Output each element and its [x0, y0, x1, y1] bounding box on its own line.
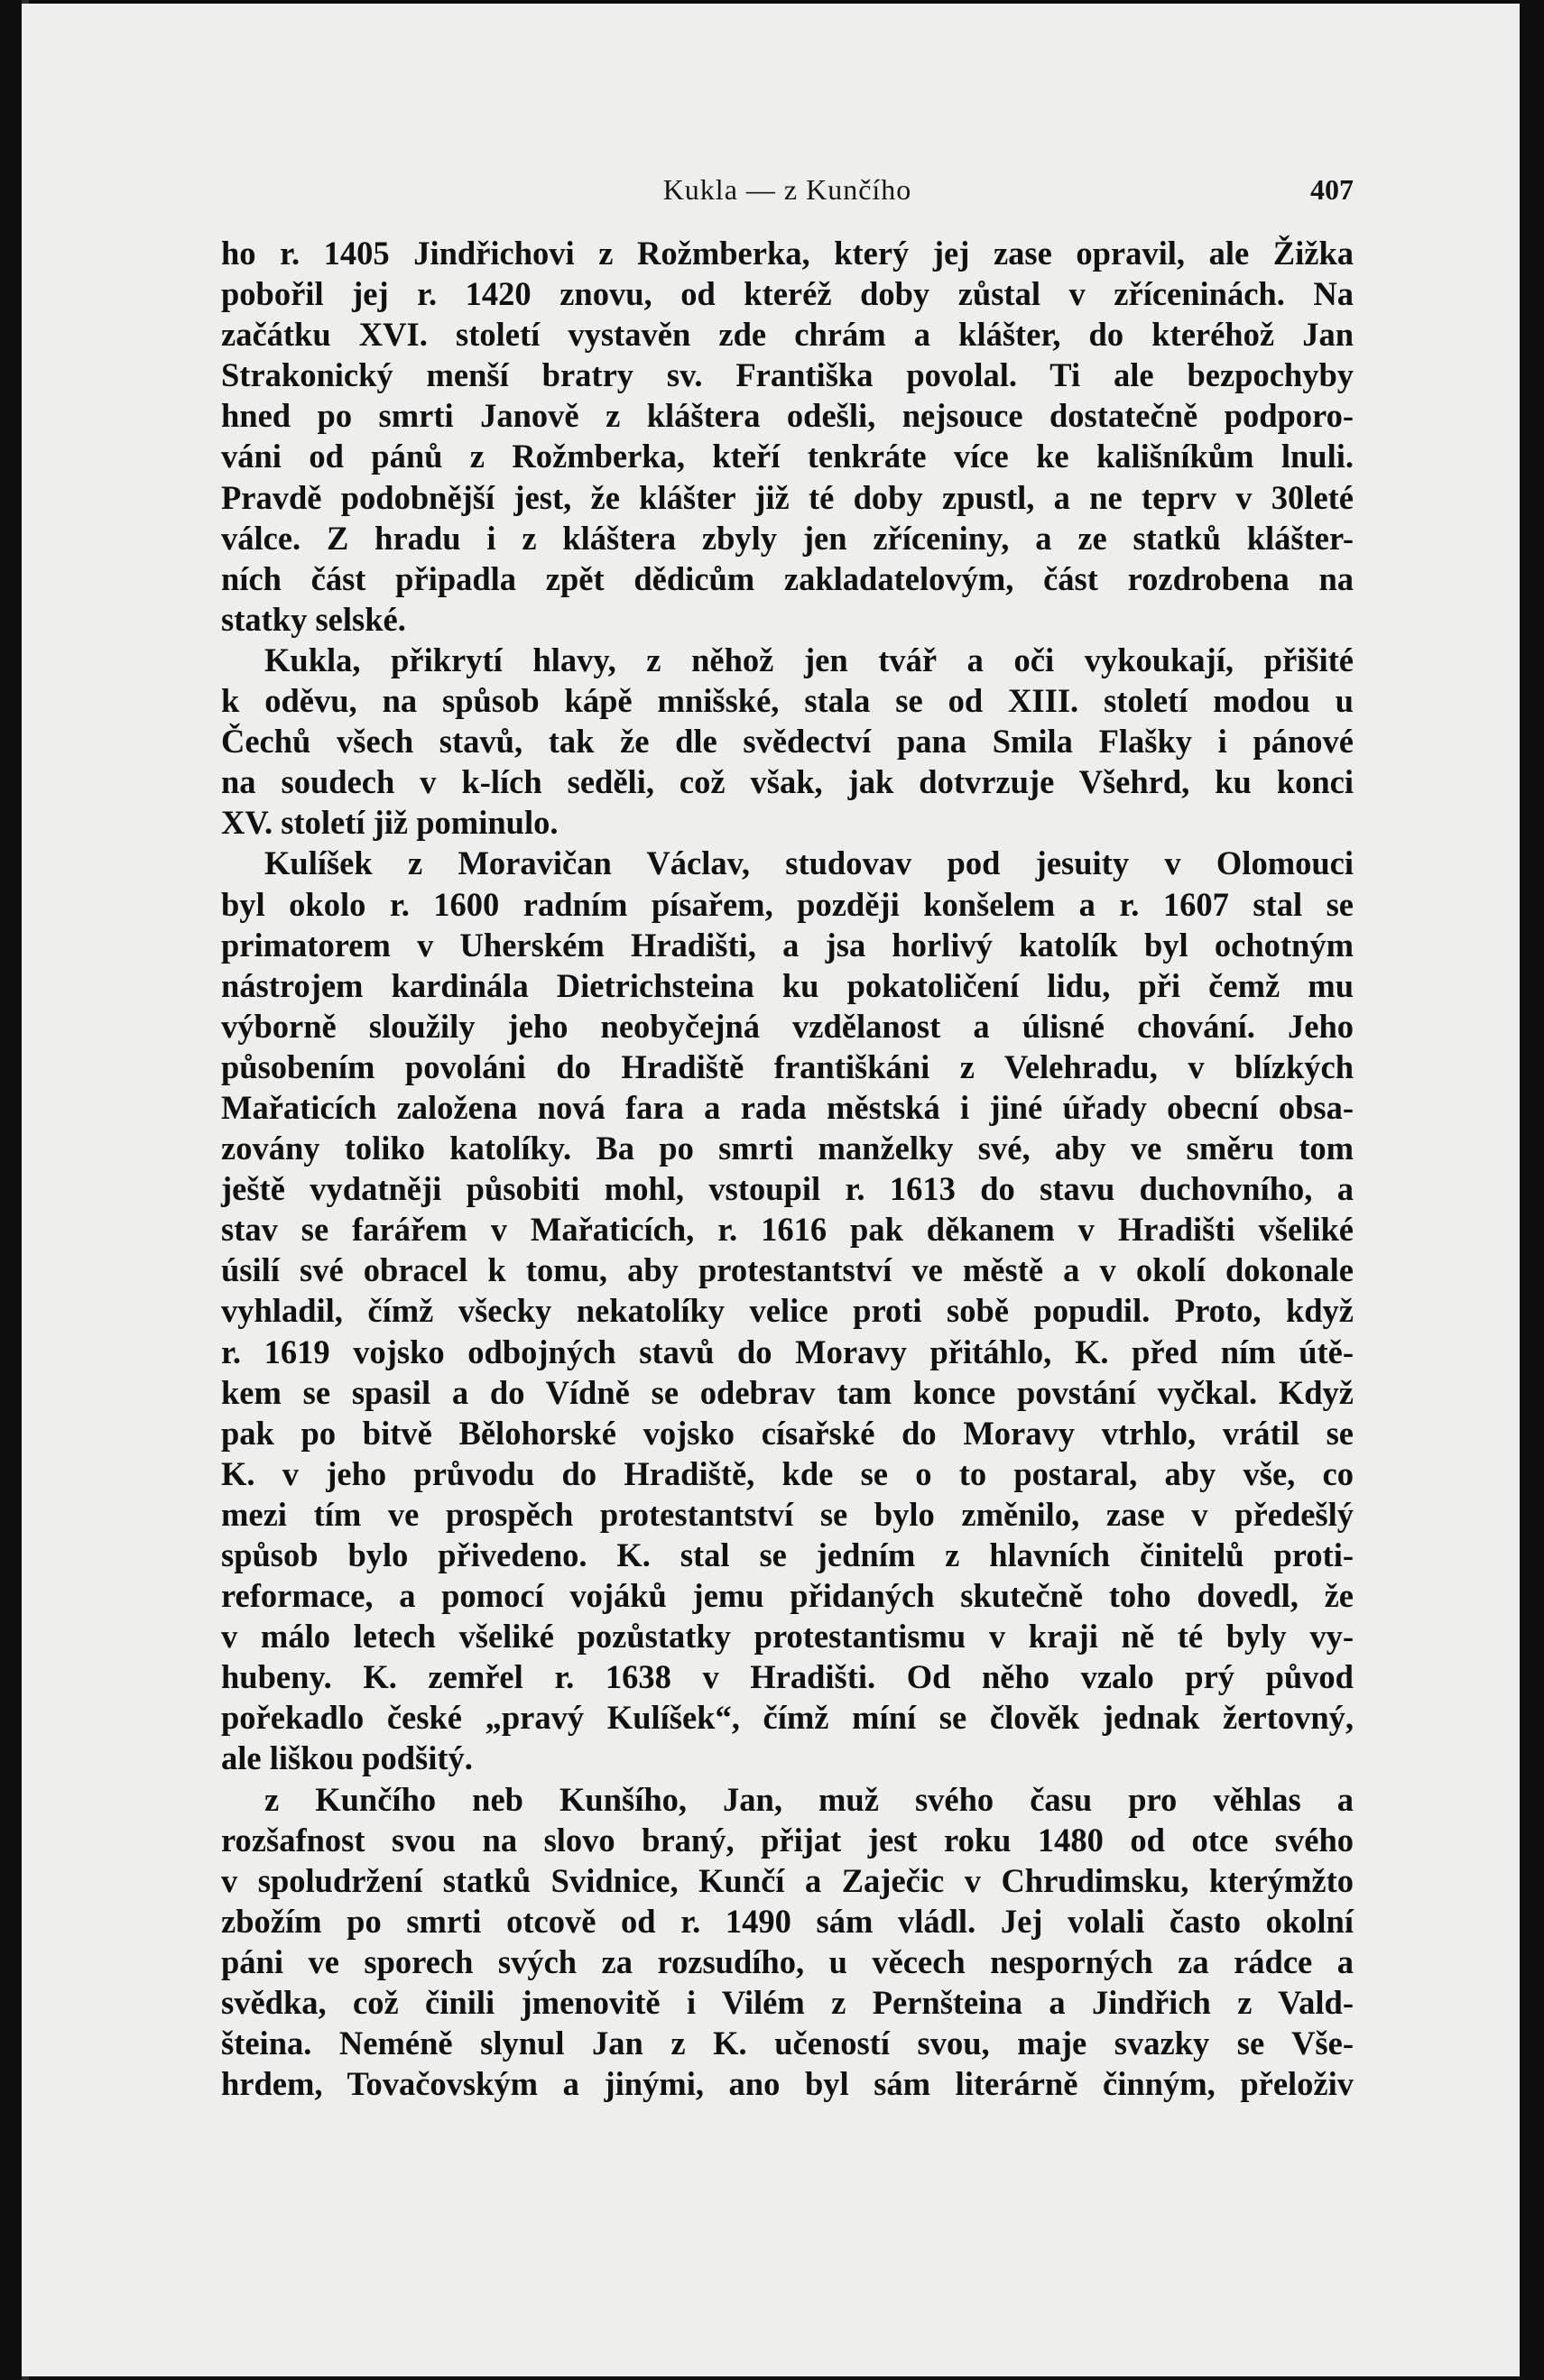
text-line: svědka, což činili jmenovitě i Vilém z Pernšteina a Jindřich z Vald- [221, 1984, 1354, 2022]
text-line: Pravdě podobnější jest, že klášter již té doby zpustl, a ne teprv v 30leté [221, 478, 1354, 516]
text-line: úsilí své obracel k tomu, aby protestantství ve městě a v okolí dokonale [221, 1251, 1354, 1289]
text-line: XV. století již pominulo. [221, 804, 559, 842]
text-line: válce. Z hradu i z kláštera zbyly jen zříceniny, a ze statků klášter- [221, 519, 1354, 557]
text-line: pořekadlo české „pravý Kulíšek“, čímž míní se člověk jednak žertovný, [221, 1699, 1354, 1737]
text-line: v spoludržení statků Svidnice, Kunčí a Zaječic v Chrudimsku, kterýmžto [221, 1861, 1354, 1899]
text-line: výborně sloužily jeho neobyčejná vzdělanost a úlisné chování. Jeho [221, 1007, 1354, 1045]
text-line: ních část připadla zpět dědicům zakladatelovým, část rozdrobena na [221, 559, 1354, 597]
text-line: kem se spasil a do Vídně se odebrav tam konce povstání vyčkal. Když [221, 1373, 1354, 1411]
text-line: primatorem v Uherském Hradišti, a jsa horlivý katolík byl ochotným [221, 926, 1354, 964]
text-line: ale liškou podšitý. [221, 1739, 473, 1777]
text-line: šteina. Neméně slynul Jan z K. učeností svou, maje svazky se Vše- [221, 2025, 1354, 2062]
text-line: hubeny. K. zemřel r. 1638 v Hradišti. Od něho vzalo prý původ [221, 1658, 1354, 1696]
text-line: r. 1619 vojsko odbojných stavů do Moravy přitáhlo, K. před ním útě- [221, 1333, 1354, 1370]
text-line: v málo letech všeliké pozůstatky protestantismu v kraji ně té byly vy- [221, 1618, 1354, 1656]
entry-kulisek-start: Kulíšek z Moravičan Václav, studovav pod jesuity v Olomouci [264, 844, 1354, 882]
text-line: Mařaticích založena nová fara a rada městská i jiné úřady obecní obsa- [221, 1088, 1354, 1126]
text-line: mezi tím ve prospěch protestantství se bylo změnilo, zase v předešlý [221, 1495, 1354, 1533]
text-line: k oděvu, na spůsob kápě mnišské, stala se od XIII. století modou u [221, 682, 1354, 720]
text-line: hned po smrti Janově z kláštera odešli, nejsouce dostatečně podporo- [221, 397, 1354, 435]
text-line: váni od pánů z Rožmberka, kteří tenkráte více ke kališníkům lnuli. [221, 438, 1354, 475]
text-line: stav se farářem v Mařaticích, r. 1616 pak děkanem v Hradišti všeliké [221, 1211, 1354, 1249]
entry-kukla-start: Kukla, přikrytí hlavy, z něhož jen tvář a oči vykoukají, přišité [264, 641, 1354, 678]
text-line: Čechů všech stavů, tak že dle svědectví pana Smila Flašky i pánové [221, 723, 1354, 761]
text-line: statky selské. [221, 600, 406, 638]
text-line: ještě vydatněji působiti mohl, vstoupil r. 1613 do stavu duchovního, a [221, 1170, 1354, 1208]
body-text [221, 233, 1354, 2104]
text-line: K. v jeho průvodu do Hradiště, kde se o to postaral, aby vše, co [221, 1454, 1354, 1492]
text-line: začátku XVI. století vystavěn zde chrám a klášter, do kteréhož Jan [221, 316, 1354, 354]
page-header [221, 173, 1354, 213]
text-line: hrdem, Tovačovským a jinými, ano byl sám literárně činným, přeloživ [221, 2065, 1354, 2103]
text-line: nástrojem kardinála Dietrichsteina ku pokatoličení lidu, při čemž mu [221, 966, 1354, 1004]
text-line: zovány toliko katolíky. Ba po smrti manželky své, aby ve směru tom [221, 1130, 1354, 1167]
text-line: páni ve sporech svých za rozsudího, u věcech nesporných za rádce a [221, 1942, 1354, 1980]
text-line: Strakonický menší bratry sv. Františka povolal. Ti ale bezpochyby [221, 356, 1354, 394]
page-number: 407 [1310, 173, 1354, 206]
running-head: Kukla — z Kunčího [662, 173, 912, 206]
text-line: spůsob bylo přivedeno. K. stal se jedním z hlavních činitelů proti- [221, 1536, 1354, 1573]
text-line: ho r. 1405 Jindřichovi z Rožmberka, který jej zase opravil, ale Žižka [221, 235, 1354, 272]
text-line: rozšafnost svou na slovo braný, přijat jest roku 1480 od otce svého [221, 1821, 1354, 1859]
entry-z-kunciho-start: z Kunčího neb Kunšího, Jan, muž svého času pro věhlas a [264, 1780, 1354, 1818]
text-line: působením povoláni do Hradiště františkáni z Velehradu, v blízkých [221, 1047, 1354, 1085]
text-line: na soudech v k-lích seděli, což však, jak dotvrzuje Všehrd, ku konci [221, 763, 1354, 801]
text-line: pobořil jej r. 1420 znovu, od kteréž doby zůstal v zříceninách. Na [221, 275, 1354, 313]
text-line: pak po bitvě Bělohorské vojsko císařské do Moravy vtrhlo, vrátil se [221, 1414, 1354, 1452]
text-line: vyhladil, čímž všecky nekatolíky velice proti sobě popudil. Proto, když [221, 1292, 1354, 1330]
text-line: reformace, a pomocí vojáků jemu přidaných skutečně toho dovedl, že [221, 1577, 1354, 1615]
text-line: byl okolo r. 1600 radním písařem, později konšelem a r. 1607 stal se [221, 885, 1354, 923]
text-line: zbožím po smrti otcově od r. 1490 sám vládl. Jej volali často okolní [221, 1902, 1354, 1940]
